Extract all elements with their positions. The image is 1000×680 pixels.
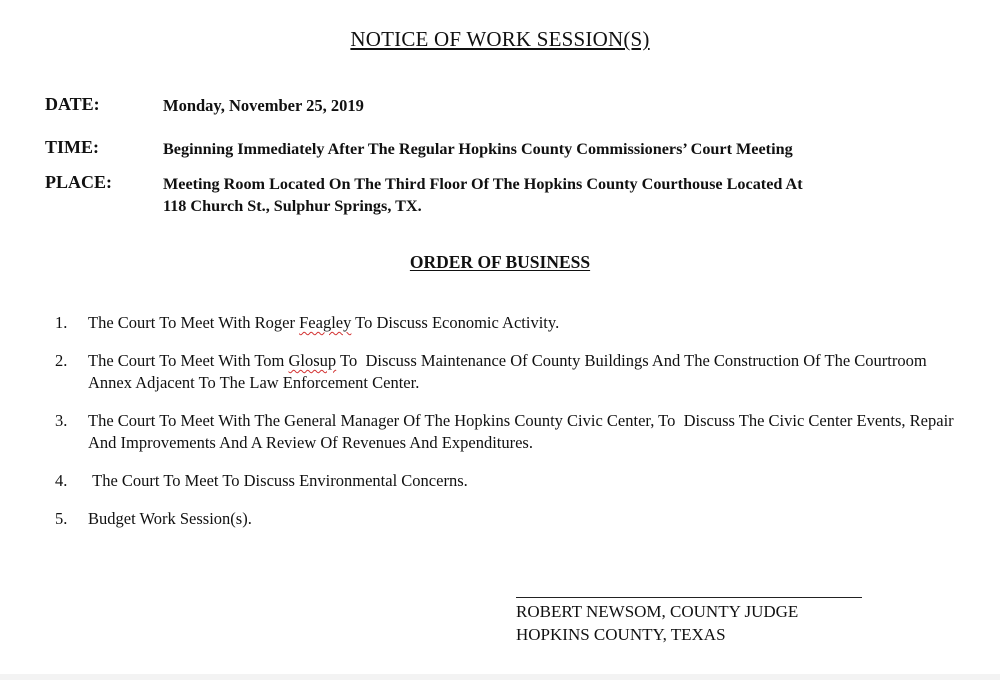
item-text: Budget Work Session(s). xyxy=(88,509,252,528)
list-item xyxy=(55,350,955,394)
date-value: Monday, November 25, 2019 xyxy=(163,96,364,115)
signatory-county: HOPKINS COUNTY, TEXAS xyxy=(516,625,726,644)
item-number: 5. xyxy=(55,509,68,528)
item-text: The Court To Meet With The General Manager Of The Hopkins County Civic Center, To Discuss The Civic Center Events, Repair And Improvements And A Review Of Revenues And Expenditures. xyxy=(88,411,957,452)
item-text-end: To Discuss Maintenance Of County Buildings And The Construction Of The Courtroom Annex Adjacent To The Law Enforcement Center. xyxy=(88,351,930,392)
order-of-business-heading: ORDER OF BUSINESS xyxy=(409,252,591,272)
time-label: TIME: xyxy=(45,137,99,157)
place-value-line1: Meeting Room Located On The Third Floor Of The Hopkins County Courthouse Located At xyxy=(163,175,803,193)
date-label: DATE: xyxy=(45,94,100,114)
signatory-name: ROBERT NEWSOM, COUNTY JUDGE xyxy=(516,602,799,621)
list-item xyxy=(55,312,955,334)
item-number: 1. xyxy=(55,313,68,332)
list-item xyxy=(55,410,955,454)
business-items-list xyxy=(55,312,955,546)
item-text: The Court To Meet To Discuss Environmental Concerns. xyxy=(88,471,468,490)
item-number: 2. xyxy=(55,351,68,370)
place-value-line2: 118 Church St., Sulphur Springs, TX. xyxy=(163,197,422,215)
signature-line xyxy=(516,597,862,598)
spellcheck-flagged-word: Glosup xyxy=(288,351,337,370)
item-text-start: The Court To Meet With Tom xyxy=(88,351,289,370)
item-text-end: To Discuss Economic Activity. xyxy=(351,313,560,332)
item-text-start: The Court To Meet With Roger xyxy=(88,313,300,332)
time-value: Beginning Immediately After The Regular Hopkins County Commissioners’ Court Meeting xyxy=(163,140,793,158)
list-item xyxy=(55,470,955,492)
item-number: 4. xyxy=(55,471,68,490)
list-item xyxy=(55,508,955,530)
spellcheck-flagged-word: Feagley xyxy=(299,313,352,332)
page-bottom-edge xyxy=(0,674,1000,680)
notice-title: NOTICE OF WORK SESSION(S) xyxy=(350,27,650,51)
place-label: PLACE: xyxy=(45,172,112,192)
item-number: 3. xyxy=(55,411,68,430)
